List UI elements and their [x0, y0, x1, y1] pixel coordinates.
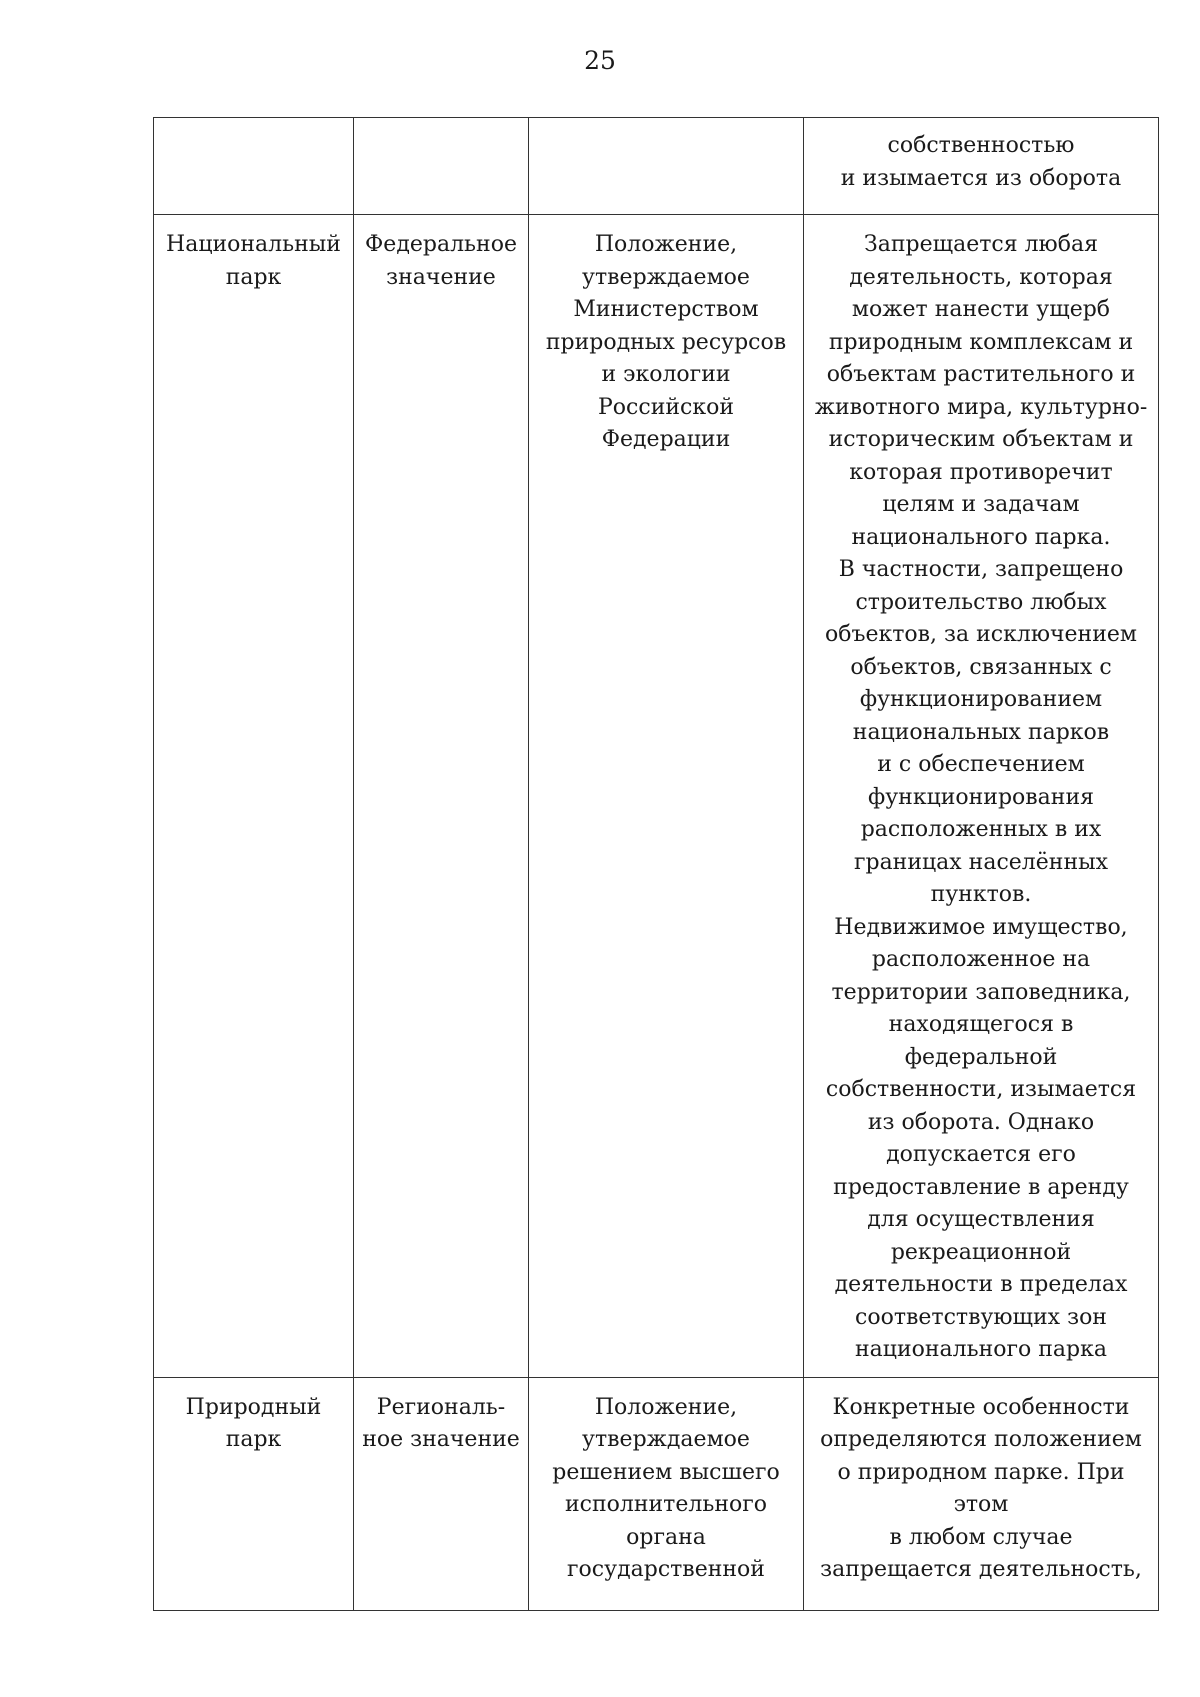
cell-regulation [529, 118, 804, 215]
cell-significance: Федеральное значение [354, 215, 529, 1378]
table-row [154, 1377, 1159, 1610]
table-row [154, 118, 1159, 215]
page-number: 25 [584, 46, 616, 75]
cell-significance [354, 118, 529, 215]
cell-regime: Конкретные особенности определяются положением о природном парке. При этом в любом случае запрещается деятельность, [804, 1377, 1159, 1610]
cell-regulation: Положение, утверждаемое решением высшего исполнительного органа государственной [529, 1377, 804, 1610]
cell-type [154, 118, 354, 215]
cell-regime: Запрещается любая деятельность, которая может нанести ущерб природным комплексам и объектам растительного и животного мира, культурно- историческим объектам и которая противоречит целям и задачам национального парка. В частности, запрещено строительство любых объектов, за исключением объектов, связанных с функционированием национальных парков и с обеспечением функционирования расположенных в их границах населённых пунктов. Недвижимое имущество, расположенное на территории заповедника, находящегося в федеральной собственности, изымается из оборота. Однако допускается его предоставление в аренду для осуществления рекреационной деятельности в пределах соответствующих зон национального парка [804, 215, 1159, 1378]
cell-significance: Региональ- ное значение [354, 1377, 529, 1610]
protected-areas-table [153, 117, 1159, 1611]
cell-type: Природный парк [154, 1377, 354, 1610]
cell-regulation: Положение, утверждаемое Министерством природных ресурсов и экологии Российской Федерации [529, 215, 804, 1378]
cell-regime: собственностью и изымается из оборота [804, 118, 1159, 215]
cell-type: Национальный парк [154, 215, 354, 1378]
table-row [154, 215, 1159, 1378]
